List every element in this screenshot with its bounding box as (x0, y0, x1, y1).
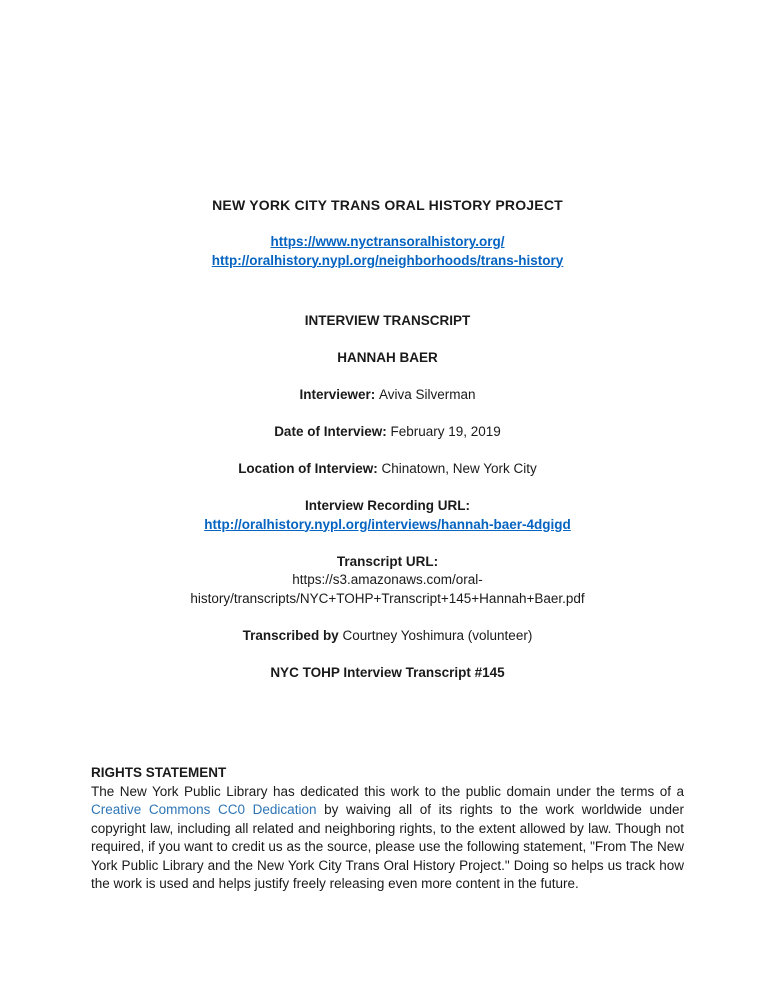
transcript-url-line1: https://s3.amazonaws.com/oral- (292, 572, 483, 587)
recording-url-label: Interview Recording URL: (304, 498, 471, 513)
interviewer-line (91, 386, 684, 405)
rights-statement-text (91, 783, 684, 894)
nypl-neighborhoods-link[interactable]: http://oralhistory.nypl.org/neighborhoods/trans-history (211, 252, 564, 268)
location-label: Location of Interview: (238, 461, 378, 476)
page-title: NEW YORK CITY TRANS ORAL HISTORY PROJECT (212, 197, 563, 213)
interviewee-name: HANNAH BAER (337, 350, 438, 365)
location-value: Chinatown, New York City (381, 461, 537, 476)
date-label: Date of Interview: (274, 424, 387, 439)
date-value: February 19, 2019 (390, 424, 501, 439)
transcript-heading: INTERVIEW TRANSCRIPT (304, 313, 471, 328)
location-of-interview-line (91, 460, 684, 479)
interviewer-value: Aviva Silverman (379, 387, 476, 402)
recording-url-link[interactable]: http://oralhistory.nypl.org/interviews/hannah-baer-4dgigd (204, 516, 571, 532)
transcribed-by-label: Transcribed by (242, 627, 339, 643)
transcript-url-label: Transcript URL: (336, 553, 439, 569)
transcribed-by-line (91, 627, 684, 646)
rights-text-after-link: by waiving all of its rights to the work worldwide under copyright law, including all related and neighboring rights, to the extent allowed by law. Though not required, if you want to credit us as the source, please use the following statement, "From The New York Public Library and the New York City Trans Oral History Project." Doing so helps us track how the work is used and helps justify freely releasing even more content in the future. (91, 802, 684, 891)
rights-statement-heading: RIGHTS STATEMENT (91, 765, 227, 780)
transcribed-by-value: Courtney Yoshimura (volunteer) (342, 627, 533, 643)
interviewer-label: Interviewer: (299, 387, 376, 402)
date-of-interview-line (91, 423, 684, 442)
rights-text-before-link: The New York Public Library has dedicated this work to the public domain under the terms of a (91, 783, 684, 799)
transcript-url-line2: history/transcripts/NYC+TOHP+Transcript+145+Hannah+Baer.pdf (190, 590, 585, 606)
transcript-number: NYC TOHP Interview Transcript #145 (270, 664, 505, 680)
project-site-link[interactable]: https://www.nyctransoralhistory.org/ (270, 234, 505, 249)
creative-commons-link[interactable]: Creative Commons CC0 Dedication (91, 802, 317, 817)
